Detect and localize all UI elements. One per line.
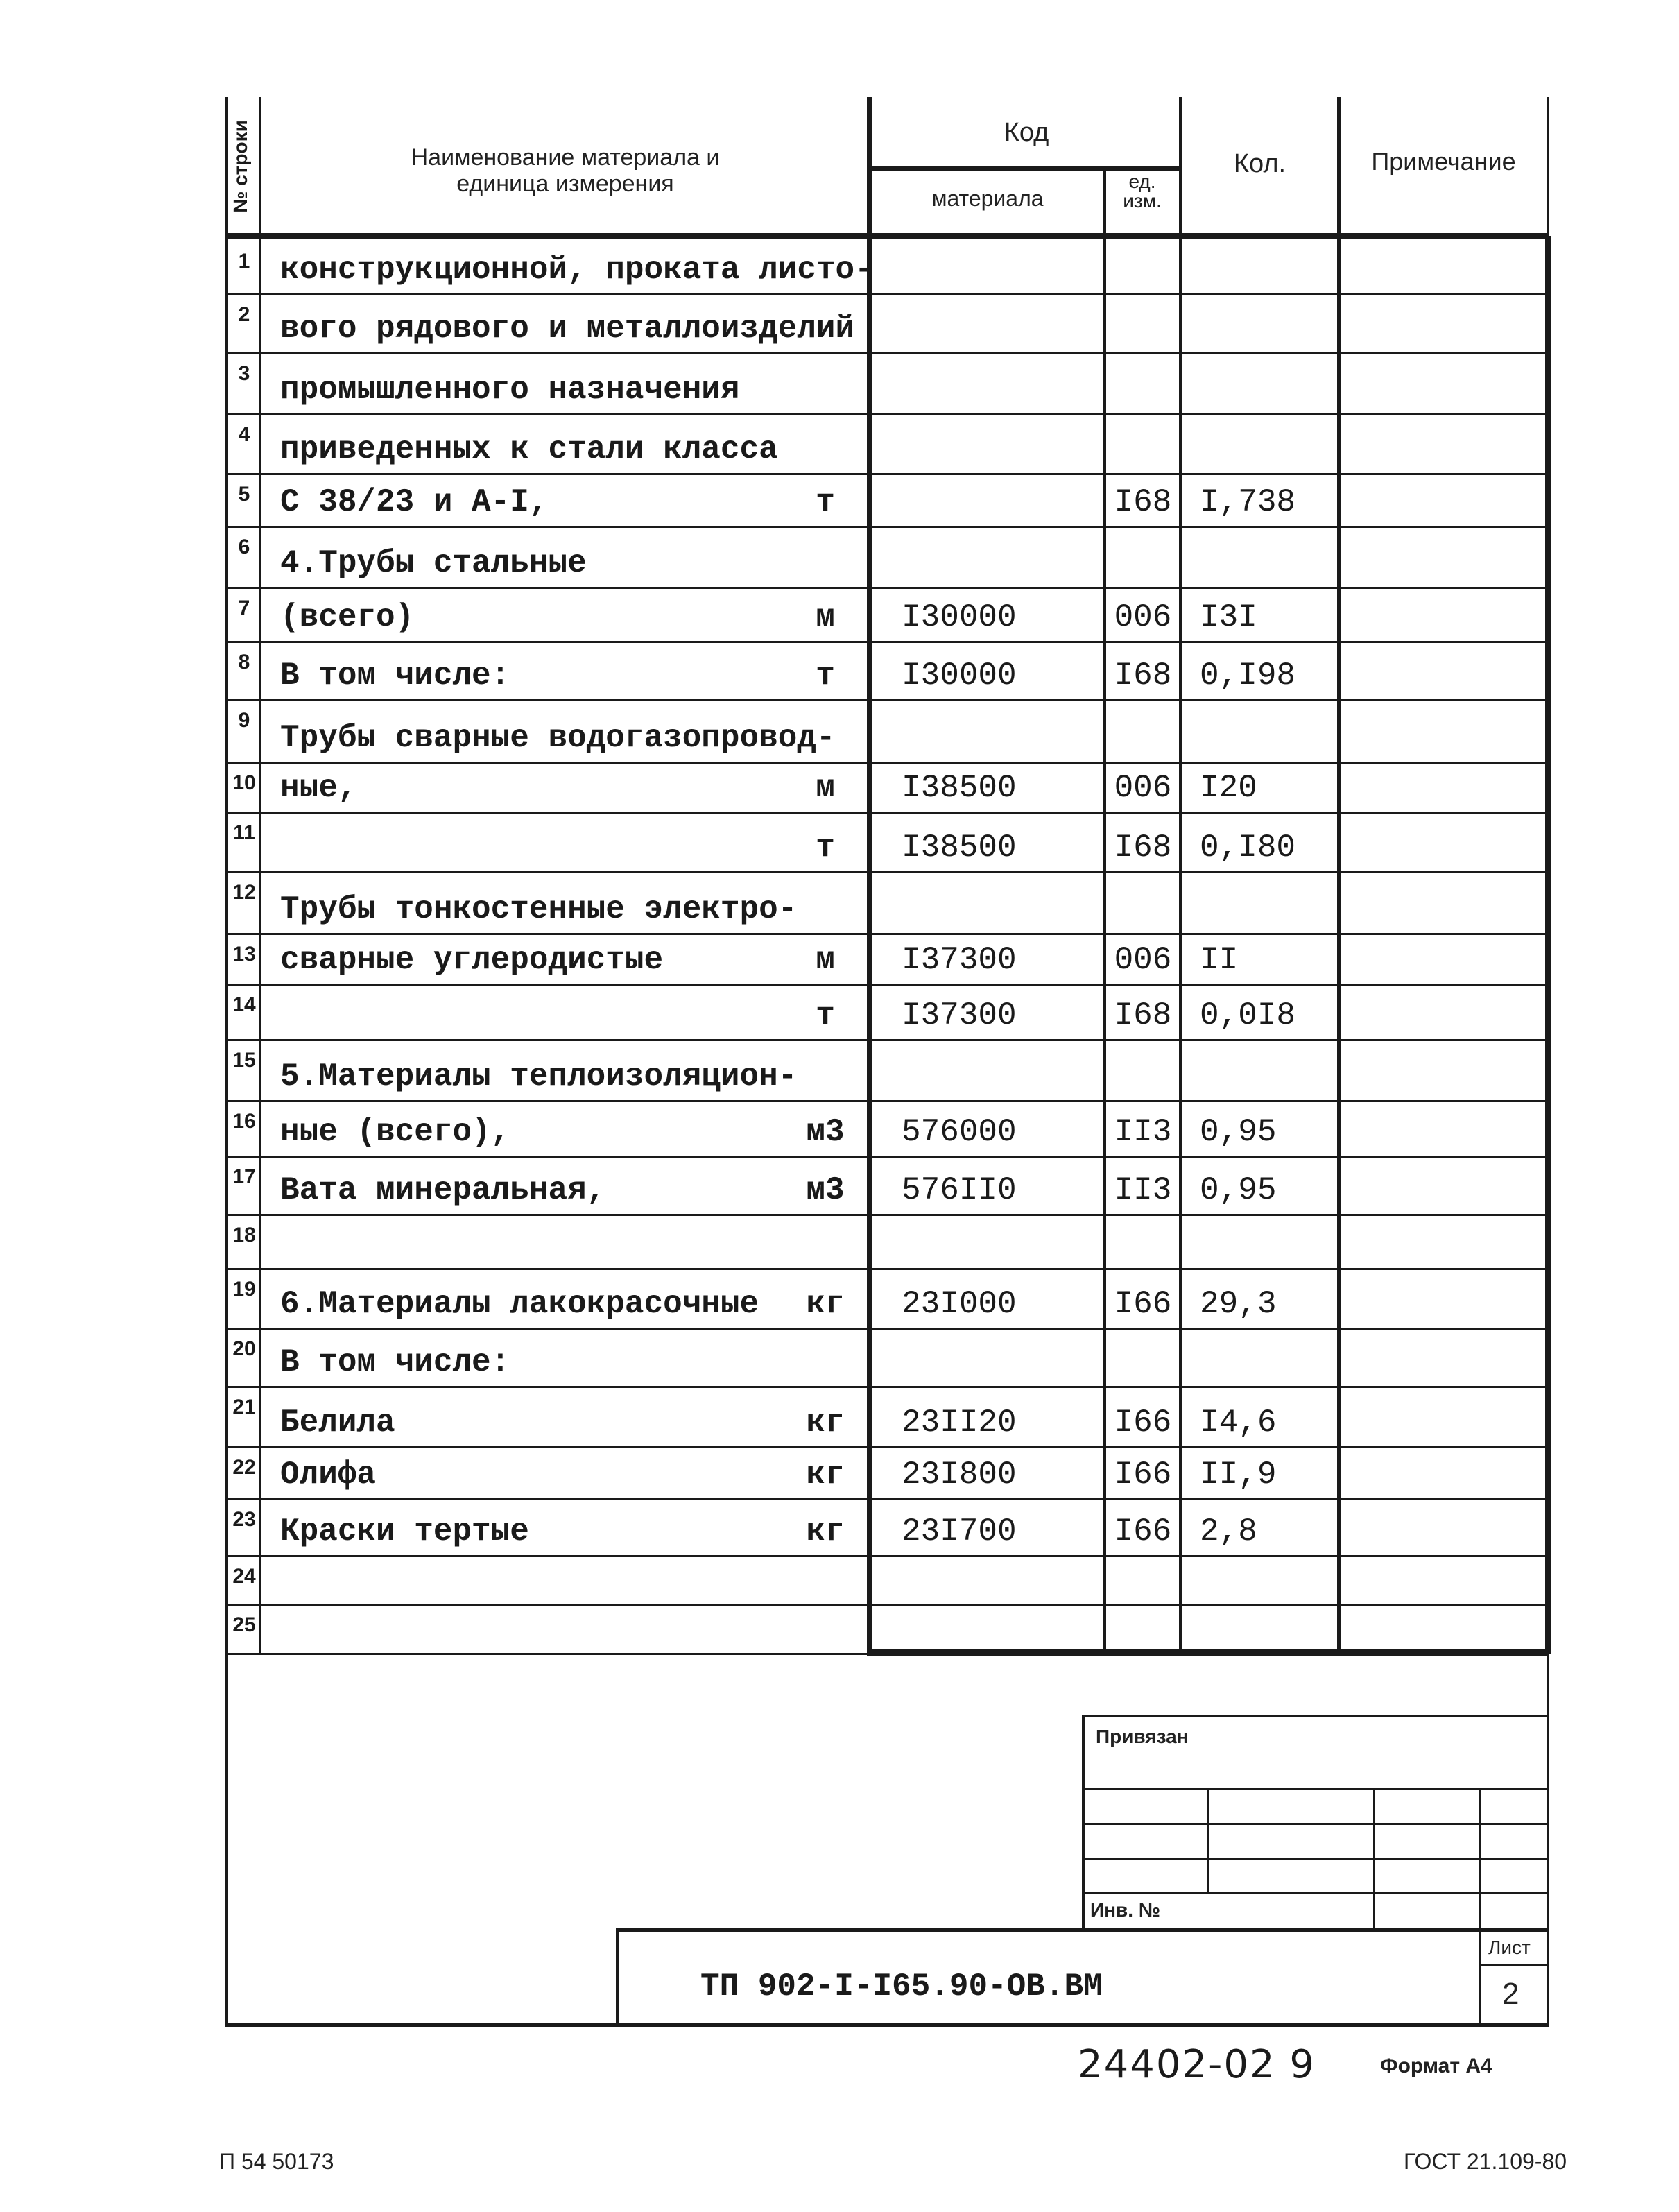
quantity: II,9 [1200,1457,1277,1493]
unit-code: II3 [1114,1172,1172,1208]
quantity: 0,95 [1200,1114,1277,1150]
unit-code: I66 [1114,1514,1172,1550]
row-number: 22 [232,1456,256,1479]
unit: т [816,484,835,520]
material-name: ные (всего), [280,1114,510,1150]
header-unit-line2: изм. [1123,190,1162,212]
material-code: 23I800 [902,1457,1017,1493]
unit: м [816,942,835,978]
row-number: 18 [232,1224,256,1246]
row-number: 11 [233,821,255,844]
unit-code: II3 [1114,1114,1172,1150]
material-name: промышленного назначения [280,372,740,408]
unit-code: I68 [1114,658,1172,694]
sheet-label: Лист [1488,1937,1531,1958]
unit: м [816,599,835,635]
material-name: вого рядового и металлоизделий [280,311,855,347]
material-code: I37300 [902,942,1017,978]
material-code: 23I000 [902,1286,1017,1322]
row-separator [228,933,1547,935]
quantity: I20 [1200,770,1257,806]
unit: м3 [806,1114,845,1150]
row-number: 17 [232,1165,256,1188]
material-name: Трубы тонкостенные электро- [280,891,798,927]
row-separator [228,293,1547,295]
row-number: 2 [238,303,250,326]
material-name: ные, [280,770,357,806]
quantity: 2,8 [1200,1514,1257,1550]
row-number: 10 [232,771,256,794]
row-number: 5 [238,483,250,506]
material-name: приведенных к стали класса [280,431,778,468]
sheet-number: 2 [1502,1977,1519,2011]
row-number: 24 [232,1565,256,1588]
row-number: 15 [232,1049,256,1072]
quantity: I3I [1200,599,1257,635]
header-note-label: Примечание [1371,147,1516,175]
row-separator [228,1555,1547,1557]
material-name: 6.Материалы лакокрасочные [280,1286,759,1322]
row-separator [228,1386,1547,1388]
material-name: 5.Материалы теплоизоляцион- [280,1058,798,1095]
material-name: 4.Трубы стальные [280,545,587,581]
row-number: 19 [232,1278,256,1301]
unit: кг [806,1286,845,1322]
unit: кг [806,1457,845,1493]
unit: кг [806,1514,845,1550]
quantity: 0,95 [1200,1172,1277,1208]
row-separator [228,699,1547,701]
header-name-line1: Наименование материала и [411,144,720,171]
header-code-unit-label [1105,172,1179,211]
format-label: Формат А4 [1380,2055,1492,2077]
row-separator [228,1039,1547,1041]
gost-label: ГОСТ 21.109-80 [1404,2149,1567,2174]
header-row-number-label: № строки [230,120,251,213]
quantity: 0,0I8 [1200,997,1296,1034]
row-separator [228,871,1547,873]
unit-code: I68 [1114,830,1172,866]
unit: т [816,997,835,1034]
row-number: 20 [232,1337,256,1360]
material-name: В том числе: [280,1344,510,1380]
material-code: I30000 [902,658,1017,694]
row-separator [228,1604,1547,1606]
unit: т [816,658,835,694]
unit-code: 006 [1114,942,1172,978]
material-code: I30000 [902,599,1017,635]
material-name: Краски тертые [280,1514,529,1550]
inventory-label: Инв. № [1090,1899,1161,1921]
unit-code: I66 [1114,1457,1172,1493]
row-number: 8 [238,651,250,674]
row-separator [228,413,1547,415]
unit: кг [806,1405,845,1441]
unit-code: I68 [1114,997,1172,1034]
row-number: 4 [238,423,250,446]
row-number: 14 [232,993,256,1016]
quantity: I,738 [1200,484,1296,520]
row-number: 13 [232,943,256,966]
row-separator [228,1156,1547,1158]
row-separator [228,984,1547,986]
row-number: 9 [238,709,250,732]
material-name: Вата минеральная, [280,1172,606,1208]
row-number: 3 [238,362,250,385]
row-separator [228,812,1547,814]
material-code: 576II0 [902,1172,1017,1208]
row-separator [228,1498,1547,1500]
unit: м3 [806,1172,845,1208]
unit-code: I68 [1114,484,1172,520]
material-code: 23I700 [902,1514,1017,1550]
row-number: 6 [238,535,250,558]
row-separator [228,1268,1547,1270]
material-name: В том числе: [280,658,510,694]
material-name: С 38/23 и А-I, [280,484,549,520]
quantity: 0,I98 [1200,658,1296,694]
unit: м [816,770,835,806]
material-code: 23II20 [902,1405,1017,1441]
material-code: I37300 [902,997,1017,1034]
material-code: I38500 [902,770,1017,806]
unit-code: I66 [1114,1286,1172,1322]
quantity: 29,3 [1200,1286,1277,1322]
header-code-material-label: материала [931,186,1044,211]
row-number: 7 [238,597,250,619]
unit-code: I66 [1114,1405,1172,1441]
header-name-label [264,144,867,197]
row-number: 25 [232,1613,256,1636]
row-separator [228,762,1547,764]
row-separator [228,1328,1547,1330]
row-separator [228,1100,1547,1102]
row-separator [228,1214,1547,1216]
quantity: II [1200,942,1239,978]
row-number: 21 [232,1396,256,1418]
material-name: Олифа [280,1457,377,1493]
row-separator [228,473,1547,475]
quantity: I4,6 [1200,1405,1277,1441]
header-qty-label: Кол. [1233,149,1286,178]
material-code: 576000 [902,1114,1017,1150]
form-number: П 54 50173 [219,2149,334,2174]
header-code-label: Код [1004,118,1049,147]
unit-code: 006 [1114,770,1172,806]
material-name: конструкционной, проката листо- [280,252,874,288]
row-number: 16 [232,1110,256,1133]
header-unit-line1: ед. [1128,171,1156,192]
header-name-line2: единица измерения [456,171,674,197]
material-name: Трубы сварные водогазопровод- [280,720,836,756]
row-separator [228,1446,1547,1448]
row-separator [228,352,1547,354]
material-code: I38500 [902,830,1017,866]
material-name: сварные углеродистые [280,942,664,978]
material-name: (всего) [280,599,415,635]
row-number: 1 [238,250,250,273]
quantity: 0,I80 [1200,830,1296,866]
unit: т [816,830,835,866]
bound-label: Привязан [1096,1726,1189,1747]
row-number: 12 [232,881,256,904]
material-name: Белила [280,1405,395,1441]
row-separator [228,526,1547,528]
row-number: 23 [232,1508,256,1531]
unit-code: 006 [1114,599,1172,635]
row-separator [228,641,1547,643]
document-code: ТП 902-I-I65.90-ОВ.ВМ [700,1969,1103,2005]
handwritten-archive-number: 24402-02 9 [1078,2042,1316,2087]
row-separator [228,587,1547,589]
